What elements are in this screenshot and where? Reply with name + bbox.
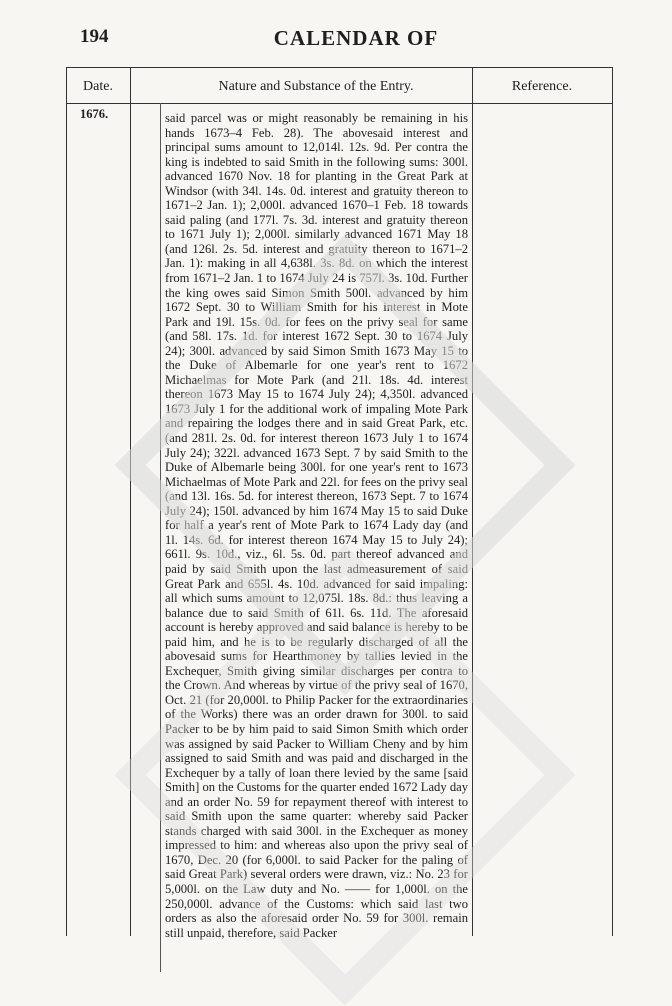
entry-inner-rule — [160, 103, 161, 972]
page-number: 194 — [80, 26, 109, 47]
column-header-date: Date. — [83, 79, 113, 94]
date-column-divider — [130, 67, 131, 936]
running-title: CALENDAR OF — [273, 26, 439, 50]
reference-column-divider — [472, 67, 473, 936]
column-header-reference: Reference. — [511, 79, 573, 94]
table-right-border — [612, 67, 613, 936]
column-header-nature: Nature and Substance of the Entry. — [218, 79, 414, 94]
entry-text — [165, 111, 468, 940]
entry-year: 1676. — [80, 107, 109, 121]
table-header-rule — [66, 103, 612, 104]
entry-paragraph: said parcel was or might reasonably be remaining in his hands 1673–4 Feb. 28). The abovesaid interest and principal sums amount to 12,014l. 12s. 9d. Per contra the king is indebted to said Smith in the following sums: 300l. advanced 1670 Nov. 18 for planting in the Great Park at Windsor (with 34l. 14s. 0d. interest and gratuity thereon to 1671–2 Jan. 1); 2,000l. advanced 1670–1 Feb. 18 towards said paling (and 177l. 7s. 3d. interest and gratuity thereon to 1671 July 1); 2,000l. similarly advanced 1671 May 18 (and 126l. 2s. 5d. interest and gratuity thereon to 1671–2 Jan. 1): making in all 4,638l. 3s. 8d. on which the interest from 1671–2 Jan. 1 to 1674 July 24 is 757l. 3s. 10d. Further the king owes said Simon Smith 500l. advanced by him 1672 Sept. 30 to William Smith for his interest in Mote Park and 19l. 15s. 0d. for fees on the privy seal for same (and 58l. 17s. 1d. for interest 1672 Sept. 30 to 1674 July 24); 300l. advanced by said Simon Smith 1673 May 15 to the Duke of Albemarle for one year's rent to 1672 Michaelmas for Mote Park (and 21l. 18s. 4d. interest thereon 1673 May 15 to 1674 July 24); 4,350l. advanced 1673 July 1 for the additional work of impaling Mote Park and repairing the lodges there and in said Great Park, etc. (and 281l. 2s. 0d. for interest thereon 1673 July 1 to 1674 July 24); 322l. advanced 1673 Sept. 7 by said Smith to the Duke of Albemarle being 300l. for one year's rent to 1673 Michaelmas of Mote Park and 22l. for fees on the privy seal (and 13l. 16s. 5d. for interest thereon, 1673 Sept. 7 to 1674 July 24); 150l. advanced by him 1674 May 15 to said Duke for half a year's rent of Mote Park to 1674 Lady day (and 1l. 14s. 6d. for interest thereon 1674 May 15 to July 24); 661l. 9s. 10d., viz., 6l. 5s. 0d. part thereof advanced and paid by said Smith upon the last admeasurement of said Great Park and 655l. 4s. 10d. advanced for said impaling: all which sums amount to 12,075l. 18s. 8d.: thus leaving a balance due to said Smith of 61l. 6s. 11d. The aforesaid account is hereby approved and said balance is hereby to be paid him, and he is to be regularly discharged of all the abovesaid sums for Hearthmoney by tallies levied in the Exchequer, Smith giving similar discharges per contra to the Crown. And whereas by virtue of the privy seal of 1670, Oct. 21 (for 20,000l. to Philip Packer for the extraordinaries of the Works) there was an order drawn for 300l. to said Packer to be by him paid to said Simon Smith which order was assigned by said Packer to William Cheny and by him assigned to said Smith and was paid and discharged in the Exchequer by a tally of loan there levied by the same [said Smith] on the Customs for the quarter ended 1672 Lady day and an order No. 59 for repayment thereof with interest to said Smith upon the same quarter: whereby said Packer stands charged with said 300l. in the Exchequer as money impressed to him: and whereas also upon the privy seal of 1670, Dec. 20 (for 6,000l. to said Packer for the paling of said Great Park) several orders were drawn, viz.: No. 23 for 5,000l. on the Law duty and No. —— for 1,000l. on the 250,000l. advance of the Customs: which said last two orders as also the aforesaid order No. 59 for 300l. remain still unpaid, therefore, said Packer — [165, 111, 468, 940]
table-left-border — [66, 67, 67, 936]
table-top-rule — [66, 67, 612, 68]
